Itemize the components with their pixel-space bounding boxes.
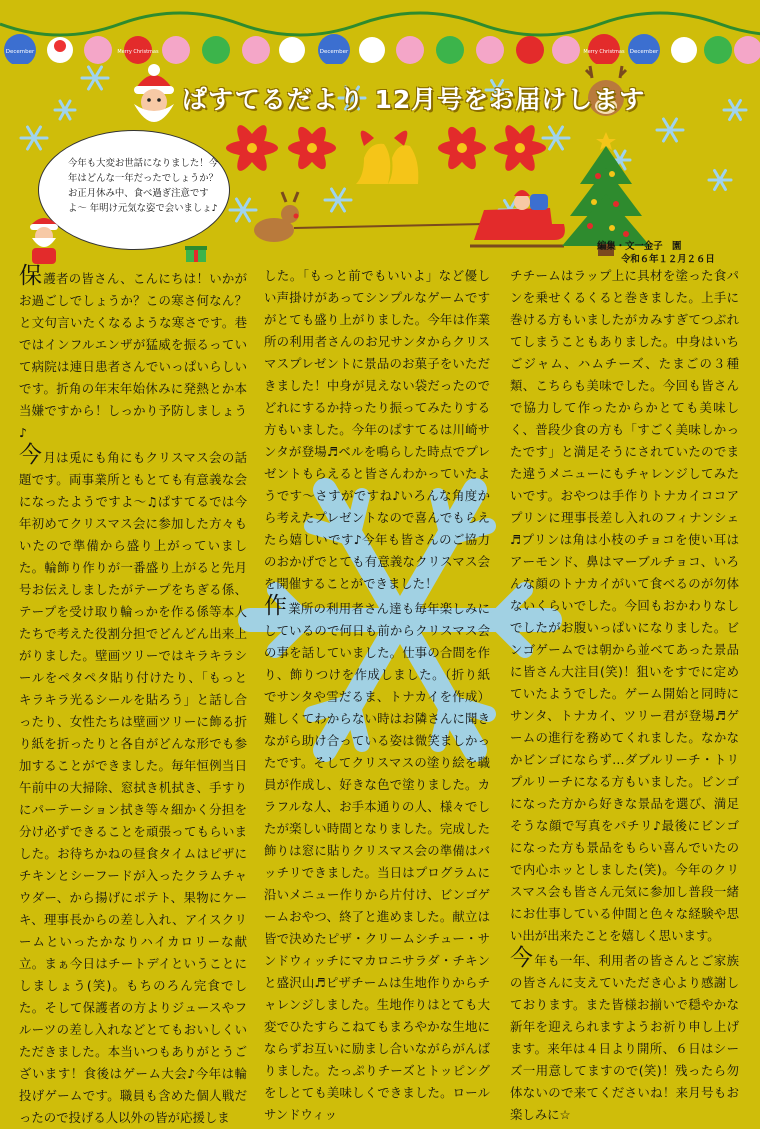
article-column-2 <box>264 265 490 1126</box>
paragraph-text: 業所の利用者さん達も毎年楽しみにしているので何日も前からクリスマス会の事を話していました。仕事の合間を作り、飾りつけを作成しました。（折り紙でサンタや雪だるま、トナカイを作成）難しくてわからない時はお隣さんに聞きながら助け合っている姿は微笑ましかったです。そしてクリスマスの塗り絵を職員が作成し、好きな色で塗りました。カラフルな人、お手本通りの人、様々でしたが楽しい時間となりました。完成した飾りは窓に貼りクリスマス会の準備はバッチリできました。当日はプログラムに沿いメニュー作りから片付け、ビンゴゲームおやつ、終了と進めました。献立は皆で決めたピザ・クリームシチュー・サンドウィッチにマカロニサラダ・チキンと盛沢山♬ピザチームは生地作りからチャレンジしました。生地作りはとても大変でひたすらこねてもまろやかな生地にならずお互いに励まし合いながらがんばりました。たっぷりチーズとトッピングをしとても美味しくできました。ロールサンドウィッ <box>264 601 490 1122</box>
paragraph-text: 月は兎にも角にもクリスマス会の話題です。両事業所ともとても有意義な会になったようですよ〜♫ぱすてるでは今年初めてクリスマス会に参加した方々もいたので準備から盛り上がっていました。輪飾り作りが一番盛り上がると先月号お伝えしましたがテープをちぎる係、テープを受け取り輪っかを作る係等本人たちで考えた役割分担でどんどん出来上がりました。壁画ツリーではキラキラシールをペタペタ貼り付けたり、「もっとキラキラ光るシールを貼ろう」と話し合ったり、女性たちは壁画ツリーに飾る折り紙を折ったりと各自がどんな形でも参加することができました。毎年恒例当日午前中の大掃除、窓拭き机拭き、手すりにパーテーション拭き等々細かく分担を分け必ずできることを頑張ってもらいました。お待ちかねの昼食タイムはピザにチキンとシーフードが入ったクラムチャウダー、から揚げにポテト、果物にケーキ、理事長からの差し入れ、アイスクリームといったかなりハイカロリーな献立。まぁ今日はチートデイということにしましょう(笑)。もちのろん完食でした。そして保護者の方よりジュースやフルーツの差し入れなどとてもおいしくいただきました。本当いつもありがとうございます！食後はゲーム大会♪今年は輪投げゲームです。職員も含めた個人戦だったので投げる人以外の皆が応援しま <box>19 450 247 1125</box>
paragraph <box>510 265 739 947</box>
santa-icon <box>128 62 180 134</box>
drop-cap: 保 <box>19 263 43 289</box>
garland-label-merry-2: Merry Christmas <box>583 49 625 55</box>
paragraph <box>264 265 490 595</box>
sleigh-scene-icon <box>234 180 594 260</box>
article-column-1 <box>19 265 247 1129</box>
small-santa-icon <box>24 210 64 265</box>
paragraph-text: 護者の皆さん、こんにちは！いかがお過ごしでしょうか？この寒さ何なん？と文句言いたくなるような寒さです。巷ではインフルエンザが猛威を振るっていて病院は連日患者さんでいっぱいらしいです。折角の年末年始休みに発熱とか本当嫌ですから！しっかり予防しましょう♪ <box>19 271 247 440</box>
editor-name: 編集・文一金子 園 <box>597 241 682 252</box>
christmas-garland <box>0 6 760 64</box>
gift-icon <box>185 243 207 263</box>
garland-label-merry: Merry Christmas <box>117 49 159 55</box>
paragraph <box>264 595 490 1126</box>
garland-label-december: December <box>5 49 35 55</box>
drop-cap: 作 <box>264 593 288 619</box>
drop-cap: 今 <box>19 442 43 468</box>
christmas-tree-icon <box>560 128 652 258</box>
page-title: ぱすてるだより 12月号をお届けします <box>182 85 646 114</box>
paragraph <box>19 444 247 1129</box>
garland-label-december-3: December <box>629 49 659 55</box>
paragraph <box>510 947 739 1126</box>
article-column-3 <box>510 265 739 1126</box>
editor-info <box>597 240 715 266</box>
issue-date: 令和６年１２月２６日 <box>621 254 715 265</box>
garland-label-december-2: December <box>319 49 349 55</box>
paragraph <box>19 265 247 444</box>
paragraph-text: した。「もっと前でもいいよ」など優しい声掛けがあってシンプルなゲームですがとても盛り上がりました。今年は作業所の利用者さんのお兄サンタからクリスマスプレゼントに景品のお菓子をいただきました！中身が見えない袋だったのでどれにするか持ったり振ってみたりする方もいました。今年のぱすてるは川崎サンタが登場♬ベルを鳴らした時点でプレゼントもらえると皆さんわかっていたようです〜さすがですね♪いろんな角度から考えたプレゼントなので喜んでもらえたら嬉しいです♪今年も皆さんのご協力のおかげでとても有意義なクリスマス会を開催することができました！ <box>264 268 490 591</box>
paragraph-text: チチームはラップ上に具材を塗った食パンを乗せくるくると巻きました。上手に巻ける方もいましたがカみすぎてつぶれてしまうこともありました。中身はいちごジャム、ハムチーズ、たまごの３種類、こちらも美味でした。今回も皆さんで協力して作ったからかとても美味しく、普段少食の方も「すごく美味しかったです」と満足そうにされていたのでまた違うメニューにもチャレンジしてみたいです。おやつは手作りトナカイココアプリンに理事長差し入れのフィナンシェ♬プリンは角は小枝のチョコを使い耳はアーモンド、鼻はマーブルチョコ、いろんな顔のトナカイがいて食べるのが勿体ないくらいでした。今回もおかわりなしでしたがお腹いっぱいになりました。ビンゴゲームでは朝から並べてあった景品に皆さん大注目(笑)！狙いをすでに定めていたようでした。ゲーム開始と同時にサンタ、トナカイ、ツリー君が登場♬ゲームの進行を務めてくれました。なかなかビンゴにならず…ダブルリーチ・トリプルリーチになる方もいました。ビンゴになった方から好きな景品を選び、満足そうな顔で写真をパチリ♪最後にビンゴになった方も景品をもらい喜んでいたので内心ホッとしました(笑)。今年のクリスマス会も皆さん元気に参加し普段一緒にお仕事している仲間と色々な経験や思い出が出来たことを嬉しく思います。 <box>510 268 739 943</box>
paragraph-text: 年も一年、利用者の皆さんとご家族の皆さんに支えていただき心より感謝しております。また皆様お揃いで穏やかな新年を迎えられますようお祈り申し上げます。来年は４日より開所、６日はシーズ一用意してますので(笑)！残ったら勿体ないので来てくださいね！来月号もお楽しみに☆ <box>510 953 739 1122</box>
speech-bubble-text: 今年も大変お世話になりました！今年はどんな一年だったでしょうか？お正月休み中、食べ過ぎ注意ですよ〜 年明け元気な姿で会いましょ♪ <box>68 158 219 214</box>
drop-cap: 今 <box>510 945 534 971</box>
